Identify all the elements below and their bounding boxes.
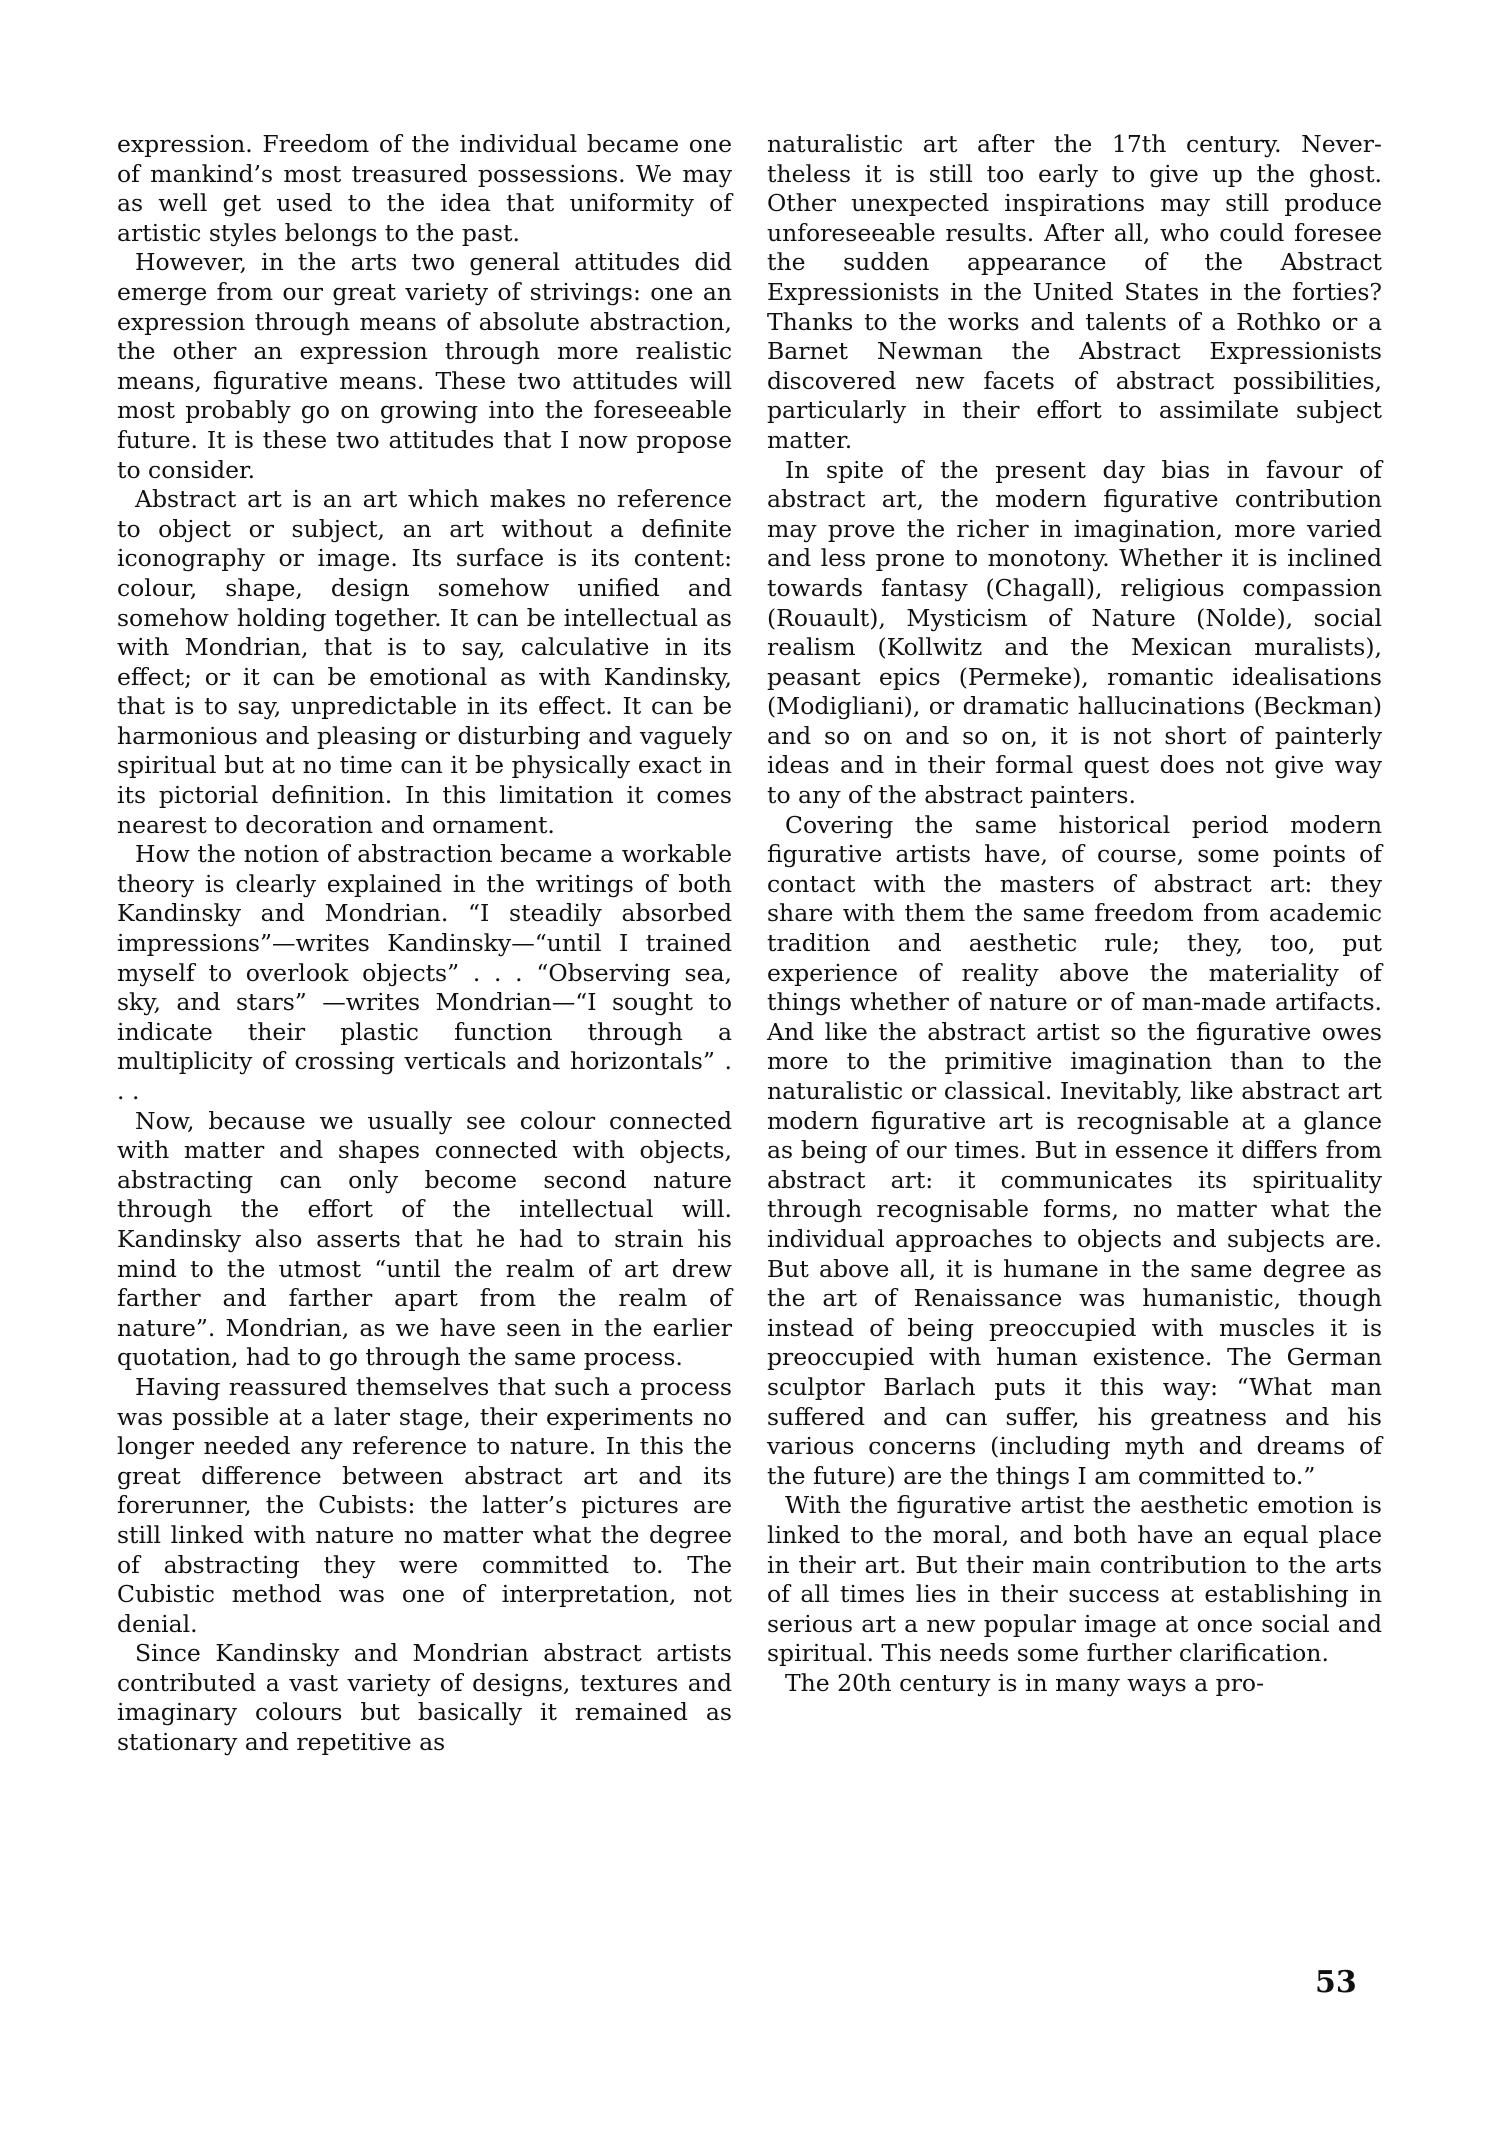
paragraph: naturalistic art after the 17th century. Nevertheless it is still too early to give up the ghost. Other unexpected inspirations may still produce unforeseeable results. After all, who could foresee the sudden appearance of the Abstract Expressionists in the United States in the forties? Thanks to the works and talents of a Rothko or a Barnet Newman the Abstract Expressionists discovered new facets of abstract possibilities, particularly in their effort to assimilate subject matter.	[767, 130, 1382, 454]
paragraph: expression. Freedom of the individual became one of mankind’s most treasured possessions. We may as well get used to the idea that uniformity of artistic styles belongs to the past.	[117, 130, 732, 247]
paragraph: With the figurative artist the aesthetic emotion is linked to the moral, and both have an equal place in their art. But their main contribution to the arts of all times lies in their success at establishing in serious art a new popular image at once social and spiritual. This needs some further clarification.	[767, 1491, 1382, 1668]
paragraph: However, in the arts two general attitudes did emerge from our great variety of strivings: one an expression through means of absolute abstraction, the other an expression through more realistic means, figurative means. These two attitudes will most probably go on growing into the foreseeable future. It is these two attitudes that I now propose to consider.	[117, 248, 732, 484]
paragraph: Having reassured themselves that such a process was possible at a later stage, their experiments no longer needed any reference to nature. In this the great difference between abstract art and its forerunner, the Cubists: the latter’s pictures are still linked with nature no matter what the degree of abstracting they were committed to. The Cubistic method was one of interpretation, not denial.	[117, 1372, 732, 1638]
paragraph: How the notion of abstraction became a workable theory is clearly explained in the writings of both Kandinsky and Mondrian. “I steadily absorbed impressions”—writes Kandinsky—“until I trained myself to overlook objects” . . . “Observing sea, sky, and stars” —writes Mondrian—“I sought to indicate their plastic function through a multiplicity of crossing verticals and horizontals” . . .	[117, 840, 732, 1105]
paragraph: Now, because we usually see colour connected with matter and shapes connected with objects, abstracting can only become second nature through the effort of the intellectual will. Kandinsky also asserts that he had to strain his mind to the utmost “until the realm of art drew farther and farther apart from the realm of nature”. Mondrian, as we have seen in the earlier quotation, had to go through the same process.	[117, 1106, 732, 1372]
left-column	[117, 130, 732, 1758]
right-column	[767, 130, 1382, 1698]
paragraph: The 20th century is in many ways a pro-	[785, 1668, 1265, 1697]
paragraph: In spite of the present day bias in favour of abstract art, the modern figurative contribution may prove the richer in imagination, more varied and less prone to monotony. Whether it is inclined towards fantasy (Chagall), religious compassion (Rouault), Mysticism of Nature (Nolde), social realism (Kollwitz and the Mexican muralists), peasant epics (Permeke), romantic idealisations (Modigliani), or dramatic hallucinations (Beckman) and so on and so on, it is not short of painterly ideas and in their formal quest does not give way to any of the abstract painters.	[767, 455, 1382, 810]
paragraph: Since Kandinsky and Mondrian abstract artists contributed a vast variety of designs, textures and imaginary colours but basically it remained as stationary and repetitive as	[117, 1639, 732, 1757]
paragraph: Covering the same historical period modern figurative artists have, of course, some points of contact with the masters of abstract art: they share with them the same freedom from academic tradition and aesthetic rule; they, too, put experience of reality above the materiality of things whether of nature or of man-made artifacts. And like the abstract artist so the figurative owes more to the primitive imagination than to the naturalistic or classical. Inevitably, like abstract art modern figurative art is recognisable at a glance as being of our times. But in essence it differs from abstract art: it communicates its spirituality through recognisable forms, no matter what the individual approaches to objects and subjects are. But above all, it is humane in the same degree as the art of Renaissance was humanistic, though instead of being preoccupied with muscles it is preoccupied with human existence. The German sculptor Barlach puts it this way: “What man suffered and can suffer, his greatness and his various concerns (including myth and dreams of the future) are the things I am committed to.”	[767, 810, 1382, 1490]
paragraph: Abstract art is an art which makes no reference to object or subject, an art without a definite iconography or image. Its surface is its content: colour, shape, design somehow unified and somehow holding together. It can be intellectual as with Mondrian, that is to say, calculative in its effect; or it can be emotional as with Kandinsky, that is to say, unpredictable in its effect. It can be harmonious and pleasing or disturbing and vaguely spiritual but at no time can it be physically exact in its pictorial definition. In this limitation it comes nearest to decoration and ornament.	[117, 485, 732, 839]
page-number: 53	[1315, 1965, 1357, 2000]
